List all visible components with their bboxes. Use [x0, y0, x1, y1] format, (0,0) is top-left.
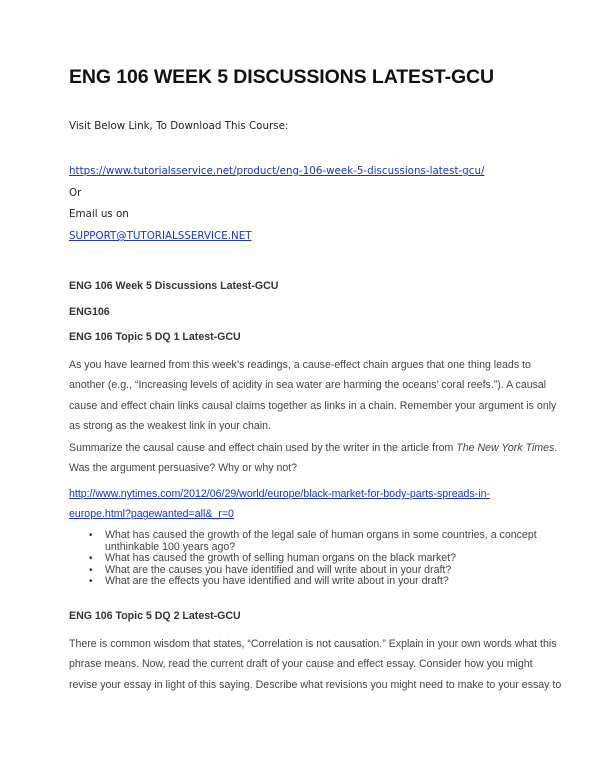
intro-text: Visit Below Link, To Download This Course:: [69, 120, 289, 132]
dq2-paragraph: [69, 634, 562, 695]
dq1-heading: ENG 106 Topic 5 DQ 1 Latest-GCU: [69, 331, 241, 343]
dq2-paragraph-line: phrase means. Now, read the current draft of your cause and effect essay. Consider how you might: [69, 658, 533, 671]
list-item-continuation: unthinkable 100 years ago?: [105, 540, 236, 553]
course-code: ENG106: [69, 306, 110, 318]
dq1-prompt-suffix: .: [554, 442, 558, 454]
dq1-prompt-prefix: Summarize the causal cause and effect chain used by the writer in the article from: [69, 442, 457, 454]
source-title: The New York Times: [456, 442, 555, 454]
dq1-paragraph-line: another (e.g., “Increasing levels of acidity in sea water are harming the oceans’ coral reefs.”). A causal: [69, 379, 547, 392]
dq1-question-list: [69, 530, 537, 588]
dq2-paragraph-line: revise your essay in light of this saying. Describe what revisions you might need to make to your essay to: [69, 678, 562, 691]
product-link[interactable]: https://www.tutorialsservice.net/product/eng-106-week-5-discussions-latest-gcu/: [69, 165, 485, 177]
course-heading: ENG 106 Week 5 Discussions Latest-GCU: [69, 280, 279, 292]
dq1-prompt-line: Was the argument persuasive? Why or why not?: [69, 462, 298, 475]
email-label: Email us on: [69, 208, 129, 220]
dq2-paragraph-line: There is common wisdom that states, “Correlation is not causation.” Explain in your own words what this: [69, 638, 557, 650]
list-item: • What has caused the growth of selling human organs on the black market?: [69, 553, 537, 565]
list-item: • What are the causes you have identified and will write about in your draft?: [69, 565, 537, 577]
dq1-paragraph-line: As you have learned from this week’s readings, a cause-effect chain argues that one thing leads to: [69, 359, 531, 371]
article-link-line: europe.html?pagewanted=all&_r=0: [69, 508, 234, 521]
dq1-paragraph-line: cause and effect chain links causal claims together as links in a chain. Remember your argument is only: [69, 399, 557, 412]
page-title: ENG 106 WEEK 5 DISCUSSIONS LATEST-GCU: [69, 66, 495, 88]
email-link[interactable]: SUPPORT@TUTORIALSSERVICE.NET: [69, 230, 252, 242]
dq2-heading: ENG 106 Topic 5 DQ 2 Latest-GCU: [69, 610, 241, 622]
article-link[interactable]: [69, 484, 490, 525]
dq1-paragraph: [69, 355, 557, 436]
dq1-prompt: [69, 438, 558, 479]
list-item: • What has caused the growth of the legal sale of human organs in some countries, a concept: [69, 530, 537, 542]
article-link-line: http://www.nytimes.com/2012/06/29/world/europe/black-market-for-body-parts-spreads-in-: [69, 488, 490, 500]
dq1-prompt-line: [69, 438, 558, 458]
dq1-paragraph-line: as strong as the weakest link in your chain.: [69, 419, 271, 432]
or-text: Or: [69, 187, 82, 199]
list-item: • What are the effects you have identified and will write about in your draft?: [69, 576, 537, 588]
